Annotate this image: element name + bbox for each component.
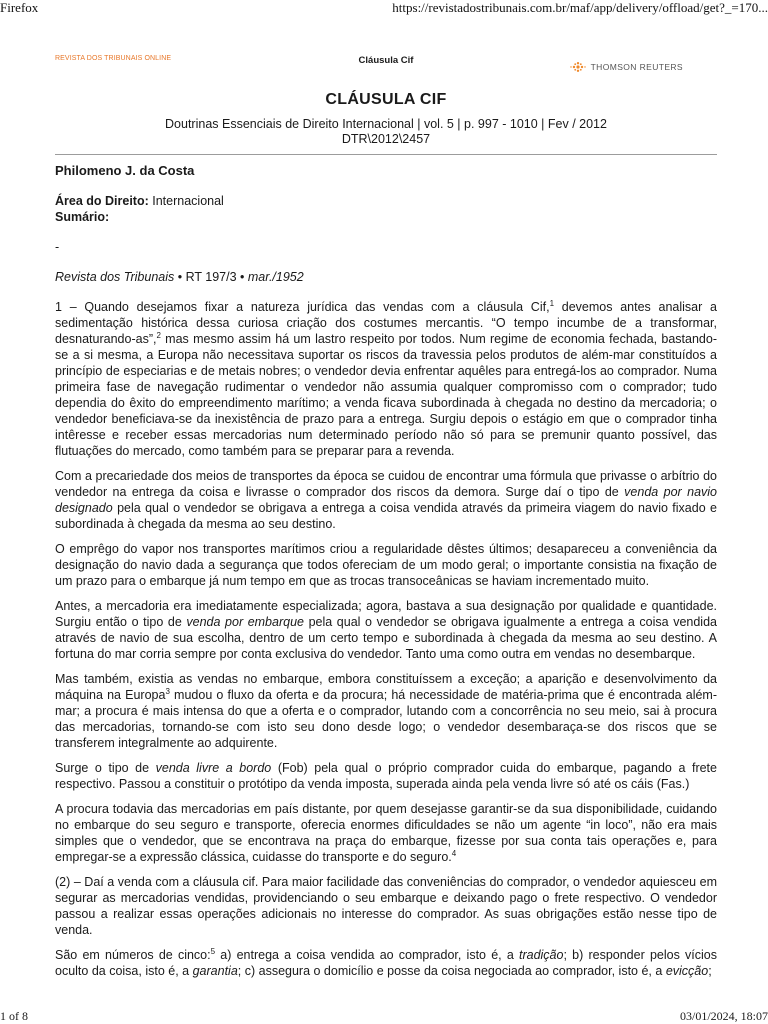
thomson-reuters-dots-icon bbox=[570, 61, 586, 73]
thomson-reuters-logo bbox=[570, 61, 683, 73]
paragraph-1 bbox=[55, 299, 717, 459]
text-span: Antes, a mercadoria era imediatamente especializada; agora, bastava a sua designação por qualidade e quantidade. Surgiu então o tipo de bbox=[55, 599, 717, 629]
text-span: São em números de cinco: bbox=[55, 948, 211, 962]
article-subtitle bbox=[55, 117, 717, 147]
text-span: pela qual o vendedor se obrigava igualmente a entrega a coisa vendida através de navio de sua escolha, dentro de um certo tempo e subordinada à chegada da mesma ao seu destino. A fortuna do mar corria sempre por conta exclusiva do vendedor. Tanto uma como outra em vendas no desembarque. bbox=[55, 615, 717, 661]
text-span: ; bbox=[708, 964, 712, 978]
document-id: DTR\2012\2457 bbox=[341, 132, 431, 146]
logo-text: THOMSON REUTERS bbox=[590, 62, 683, 72]
article-title: CLÁUSULA CIF bbox=[325, 91, 447, 108]
paragraph-7 bbox=[55, 801, 717, 865]
emphasis: venda por navio designado bbox=[55, 485, 717, 515]
document-header bbox=[55, 52, 717, 82]
text-span: ; c) assegura o domicílio e posse da coisa negociada ao comprador, isto é, a bbox=[237, 964, 666, 978]
footnote-ref-2[interactable]: 2 bbox=[156, 330, 161, 340]
author-name: Philomeno J. da Costa bbox=[55, 163, 195, 178]
footnote-ref-4[interactable]: 4 bbox=[451, 848, 457, 858]
footnote-ref-3[interactable]: 3 bbox=[165, 686, 170, 696]
emphasis: garantia bbox=[192, 964, 238, 978]
text-span: Mas também, existia as vendas no embarque, embora constituíssem a exceção; a aparição e desenvolvimento da máquina na Europa bbox=[55, 672, 717, 702]
text-span: Surge o tipo de bbox=[55, 761, 156, 775]
ref-date: mar./1952 bbox=[247, 270, 304, 284]
ref-journal: Revista dos Tribunais bbox=[55, 270, 175, 284]
browser-print-footer bbox=[0, 1009, 768, 1024]
summary-label: Sumário: bbox=[55, 210, 110, 224]
metadata-block bbox=[55, 193, 717, 225]
ref-volume: • RT 197/3 • bbox=[174, 270, 248, 284]
page-counter: 1 of 8 bbox=[0, 1009, 28, 1023]
paragraph-2 bbox=[55, 468, 717, 532]
area-line bbox=[55, 193, 717, 209]
summary-line bbox=[55, 209, 717, 225]
header-divider bbox=[55, 154, 717, 155]
text-span: mas mesmo assim há um lastro respeito por todos. Num regime de economia fechada, bastando-se a si mesma, a Europa não necessitava suportar os riscos da travessia pelos produtos de além-mar constituídos a princípio de especiarias e de metais nobres; o vendedor devia enfrentar aquêles para entregá-los ao comprador. Numa primeira fase de navegação rudimentar o vendedor não assumia qualquer compromisso com o comprador; tudo dependia do êxito do empreendimento marítimo; a venda ficava subordinada à chegada no destino da mercadoria; o vendedor beneficiava-se da inexistência de prazo para a entrega. Surgiu depois o estágio em que o comprador tinha intêresse e receber essas mercadorias num determinado período não só para se premunir quanto possível, das flutuações do mercado, como também para se preparar para a revenda. bbox=[55, 332, 717, 458]
browser-app-name: Firefox bbox=[0, 0, 39, 15]
publication-info: Doutrinas Essenciais de Direito Internacional | vol. 5 | p. 997 - 1010 | Fev / 2012 bbox=[165, 117, 607, 131]
text-span: A procura todavia das mercadorias em país distante, por quem desejasse garantir-se da sua disponibilidade, cuidando no embarque do seu seguro e transporte, oferecia enormes dificuldades se não um agente “in loco”, não era mais simples que o vendedor, que se encontrava na praça do embarque, fizesse por sua conta tais operações e, para empregar-se a expressão clássica, cuidasse do transporte e do seguro. bbox=[55, 802, 717, 864]
text-span: mudou o fluxo da oferta e da procura; há necessidade de matéria-prima que é encontrada além-mar; a procura é mais intensa do que a oferta e o comprador, lutando com a concorrência no seu meio, sai à procura das mercadorias, tornando-se com isto seu dono desde logo; o vendedor desembaraça-se dos riscos que se transferem integralmente ao adquirente. bbox=[55, 688, 718, 750]
area-value: Internacional bbox=[152, 194, 224, 208]
paragraph-4 bbox=[55, 598, 717, 662]
emphasis: venda livre a bordo bbox=[155, 761, 272, 775]
publisher-name: REVISTA DOS TRIBUNAIS ONLINE bbox=[55, 55, 172, 62]
print-datetime: 03/01/2024, 18:07 bbox=[679, 1009, 768, 1023]
text-span: (Fob) pela qual o próprio comprador cuida do embarque, pagando a frete respectivo. Passou a constituir o protótipo da venda imposta, superada ainda pela venda livre só até os cáis (Fas.) bbox=[55, 761, 717, 791]
text-span: 1 – Quando desejamos fixar a natureza jurídica das vendas com a cláusula Cif, bbox=[55, 300, 550, 314]
text-span: Com a precariedade dos meios de transportes da época se cuidou de encontrar uma fórmula que privasse o arbítrio do vendedor na entrega da coisa e livrasse o comprador dos riscos da demora. Surge daí o tipo de bbox=[55, 469, 717, 499]
footnote-ref-1[interactable]: 1 bbox=[549, 298, 555, 308]
summary-value: - bbox=[55, 240, 60, 254]
emphasis: tradição bbox=[518, 948, 564, 962]
paragraph-9 bbox=[55, 947, 717, 979]
text-span: devemos antes analisar a sedimentação histórica dessa curiosa criação dos costumes mercantis. “O tempo incumbe de a transformar, desnaturando-as”, bbox=[55, 300, 717, 346]
paragraph-3: O emprêgo do vapor nos transportes marítimos criou a regularidade dêstes últimos; desapareceu a conveniência da designação do navio dada a segurança que todos ofereciam de um modo geral; o importante consistia na fixação de um prazo para o embarque já num tempo em que as trocas transoceânicas se haviam incrementado muito. bbox=[55, 542, 717, 588]
footnote-ref-5[interactable]: 5 bbox=[210, 946, 216, 956]
page-url[interactable]: https://revistadostribunais.com.br/maf/app/delivery/offload/get?_=170... bbox=[392, 0, 768, 15]
emphasis: venda por embarque bbox=[186, 615, 304, 629]
emphasis: evicção bbox=[665, 964, 709, 978]
article-body bbox=[55, 159, 717, 979]
text-span: pela qual o vendedor se obrigava a entrega a coisa vendida através da primeira viagem do navio fixado e subordinada à chegada da mesma ao seu destino. bbox=[55, 501, 717, 531]
paragraph-5 bbox=[55, 671, 717, 751]
header-doc-title: Cláusula Cif bbox=[358, 55, 414, 66]
text-span: a) entrega a coisa vendida ao comprador, isto é, a bbox=[215, 948, 519, 962]
paragraph-8: (2) – Daí a venda com a cláusula cif. Para maior facilidade das conveniências do comprador, o vendedor aquiesceu em segurar as mercadorias vendidas, providenciando o seu embarque e deixando pago o frete respectivo. O vendedor passou a realizar essas operações adicionais no interesse do comprador. As suas obrigações estão nesse tipo de venda. bbox=[55, 875, 717, 937]
source-reference bbox=[55, 269, 717, 285]
area-label: Área do Direito: bbox=[55, 194, 149, 208]
text-span: ; b) responder pelos vícios oculto da coisa, isto é, a bbox=[55, 948, 717, 978]
paragraph-6 bbox=[55, 760, 717, 792]
browser-print-header bbox=[0, 0, 768, 16]
